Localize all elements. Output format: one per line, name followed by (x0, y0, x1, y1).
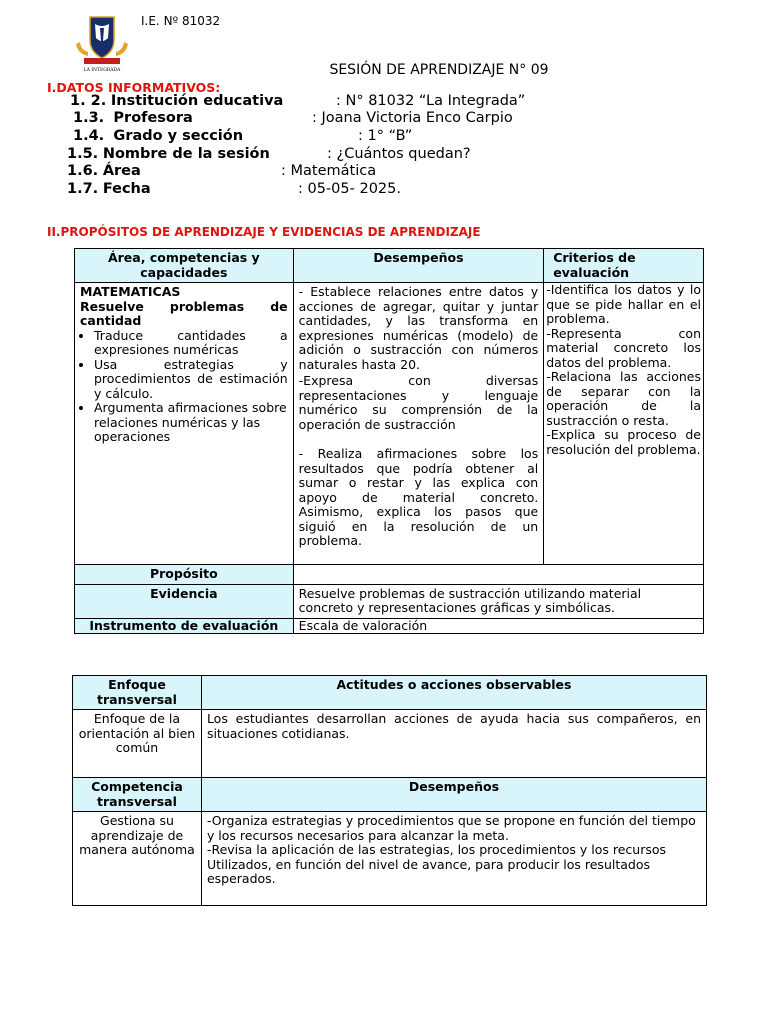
info-value-fecha: : 05-05- 2025. (298, 181, 401, 197)
info-value-sesion: : ¿Cuántos quedan? (327, 146, 471, 162)
propositos-heading: II.PROPÓSITOS DE APRENDIZAJE Y EVIDENCIAS DE APRENDIZAJE (47, 225, 481, 239)
area-title: MATEMATICAS (80, 284, 181, 299)
header-desempenos: Desempeños (293, 249, 544, 283)
desempeno-transversal-item: Utilizados, en función del nivel de avance, para producir los resultados esperados. (206, 856, 650, 886)
desempenos-transversal-cell (201, 812, 706, 906)
criterio-item: -Relaciona las acciones de separar con la operación de la sustracción o resta. (546, 369, 701, 428)
header-desempenos-transversal: Desempeños (201, 778, 706, 812)
info-row-fecha: 1.7. Fecha (67, 181, 151, 197)
logo-caption: LA INTEGRADA (83, 68, 121, 73)
criterio-item: -Representa con material concreto los datos del problema. (546, 325, 701, 370)
desempeno-item: -Expresa con diversas representaciones y lenguaje numérico su comprensión de la operación de sustracción (298, 373, 539, 432)
desempeno-transversal-item: -Revisa la aplicación de las estrategias, los procedimientos y los recursos (206, 842, 667, 857)
info-row-profesora: 1.3. Profesora (73, 110, 193, 126)
proposito-value (293, 565, 703, 585)
capacidad-item: • Traduce cantidades a expresiones numéricas (94, 329, 288, 358)
capacidad-item: • Usa estrategias y procedimientos de estimación y cálculo. (94, 358, 288, 402)
desempenos-cell (293, 283, 544, 565)
instrumento-value: Escala de valoración (293, 618, 703, 634)
info-row-area: 1.6. Área (67, 163, 141, 179)
header-area: Área, competencias y capacidades (75, 249, 294, 283)
competencia: Resuelve problemas de cantidad (80, 298, 288, 328)
header-enfoque: Enfoque transversal (73, 676, 202, 710)
header-actitudes: Actitudes o acciones observables (201, 676, 706, 710)
instrumento-label: Instrumento de evaluación (75, 618, 294, 634)
info-row-grado: 1.4. Grado y sección (73, 128, 244, 144)
info-value-institucion: : N° 81032 “La Integrada” (336, 93, 526, 109)
evidencia-value: Resuelve problemas de sustracción utilizando material concreto y representaciones gráficas y simbólicas. (293, 584, 703, 618)
school-code: I.E. Nº 81032 (141, 14, 221, 28)
header-criterios: Criterios de evaluación (544, 249, 704, 283)
datos-heading: I.DATOS INFORMATIVOS: (47, 80, 221, 95)
info-value-grado: : 1° “B” (358, 128, 413, 144)
actitudes-cell: Los estudiantes desarrollan acciones de ayuda hacia sus compañeros, en situaciones cotidianas. (201, 710, 706, 778)
criterio-item: -Identifica los datos y lo que se pide hallar en el problema. (546, 282, 701, 326)
evidencia-label: Evidencia (75, 584, 294, 618)
info-value-area: : Matemática (281, 163, 377, 179)
capacidad-item: • Argumenta afirmaciones sobre relaciones numéricas y las operaciones (94, 401, 288, 445)
info-row-sesion: 1.5. Nombre de la sesión (67, 146, 270, 162)
desempeno-transversal-item: -Organiza estrategias y procedimientos que se propone en función del tiempo y los recursos necesarios para alcanzar la meta. (206, 813, 696, 843)
competencia-cell: Gestiona su aprendizaje de manera autónoma (73, 812, 202, 906)
desempeno-item: - Realiza afirmaciones sobre los resultados que podría obtener al sumar o restar y las explica con apoyo de material concreto. Asimismo, explica los pasos que siguió en la resolución de un problema. (298, 446, 539, 548)
enfoque-cell: Enfoque de la orientación al bien común (73, 710, 202, 778)
criterio-item: -Explica su proceso de resolución del problema. (546, 427, 701, 457)
propositos-table (74, 248, 704, 634)
criterios-cell (544, 283, 704, 565)
info-row-institucion: 1. 2. Institución educativa (70, 93, 284, 109)
info-value-profesora: : Joana Victoria Enco Carpio (312, 110, 513, 126)
page-title: SESIÓN DE APRENDIZAJE N° 09 (329, 62, 549, 78)
desempeno-item: - Establece relaciones entre datos y acciones de agregar, quitar y juntar cantidades, y las transforma en expresiones numéricas (modelo) de adición o sustracción con números naturales hasta 20. (298, 284, 539, 372)
proposito-label: Propósito (75, 565, 294, 585)
enfoques-table (72, 675, 707, 906)
header-competencia: Competencia transversal (73, 778, 202, 812)
area-cell (75, 283, 294, 565)
